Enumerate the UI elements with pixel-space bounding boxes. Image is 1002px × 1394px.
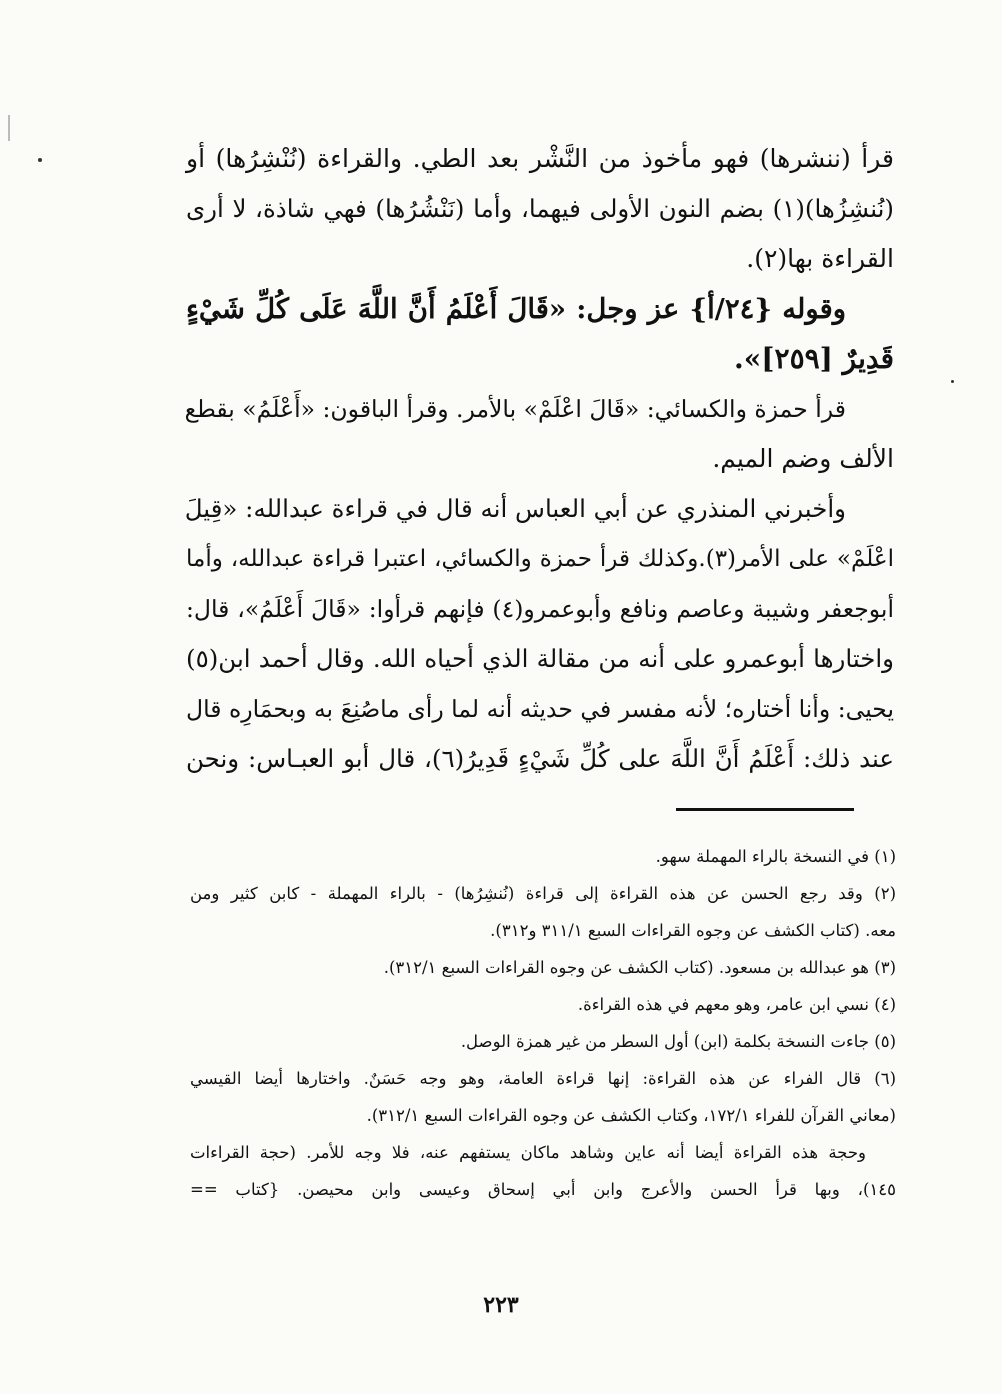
footnote-line: معه. (كتاب الكشف عن وجوه القراءات السبع ٣١١/١ و٣١٢). bbox=[490, 921, 896, 940]
page-number: ٢٢٣ bbox=[483, 1292, 519, 1318]
main-line: القراءة بها(٢). bbox=[746, 244, 894, 273]
footnote-line: (١) في النسخة بالراء المهملة سهو. bbox=[655, 847, 896, 866]
main-line: وقوله {٢٤/أ} عز وجل: «قَالَ أَعْلَمُ أَنَّ اللَّهَ عَلَى كُلِّ شَيْءٍ bbox=[186, 293, 846, 325]
scan-speck bbox=[951, 380, 954, 383]
main-line: أبوجعفر وشيبة وعاصم ونافع وأبوعمرو(٤) فإنهم قرأوا: «قَالَ أَعْلَمُ»، قال: bbox=[186, 595, 894, 623]
main-line: يحيى: وأنا أختاره؛ لأنه مفسر في حديثه أنه لما رأى ماصُنِعَ به وبحمَارِه قال bbox=[186, 695, 894, 723]
footnote-line: وحجة هذه القراءة أيضا أنه عاين وشاهد ماكان يستفهم عنه، فلا وجه للأمر. (حجة القراءات bbox=[190, 1143, 866, 1162]
footnote-line: ١٤٥)، وبها قرأ الحسن والأعرج وابن أبي إسحاق وعيسى وابن محيصن. {كتاب == bbox=[190, 1180, 896, 1199]
main-line: عند ذلك: أَعْلَمُ أَنَّ اللَّهَ على كُلِّ شَيْءٍ قَدِيرُ(٦)، قال أبو العبـاس: ونحن bbox=[186, 744, 895, 773]
footnote-line: (٢) وقد رجع الحسن عن هذه القراءة إلى قراءة (نُنشِرُها) - بالراء المهملة - كابن كثير ومن bbox=[190, 884, 896, 903]
footnotes bbox=[190, 838, 896, 1208]
main-line: قَدِيرٌ [٢٥٩]». bbox=[734, 342, 894, 375]
footnote-line: (٣) هو عبدالله بن مسعود. (كتاب الكشف عن وجوه القراءات السبع ٣١٢/١). bbox=[383, 958, 896, 977]
main-text bbox=[186, 134, 894, 784]
main-line: قرأ (ننشرها) فهو مأخوذ من النَّشْر بعد الطي. والقراءة (نُنْشِرُها) أو bbox=[186, 144, 894, 173]
scan-speck bbox=[38, 158, 42, 162]
footnote-line: (٥) جاءت النسخة بكلمة (ابن) أول السطر من غير همزة الوصل. bbox=[460, 1032, 896, 1051]
footnote-line: (٤) نسي ابن عامر، وهو معهم في هذه القراءة. bbox=[577, 995, 896, 1014]
main-line: واختارها أبوعمرو على أنه من مقالة الذي أحياه الله. وقال أحمد ابن(٥) bbox=[186, 644, 894, 673]
main-line: اعْلَمْ» على الأمر(٣).وكذلك قرأ حمزة والكسائي، اعتبرا قراءة عبدالله، وأما bbox=[186, 546, 895, 572]
main-line: وأخبرني المنذري عن أبي العباس أنه قال في قراءة عبدالله: «قِيلَ bbox=[184, 494, 846, 523]
main-line: (نُنشِزُها)(١) بضم النون الأولى فيهما، وأما (نَنْشُرُها) فهي شاذة، لا أرى bbox=[186, 194, 894, 223]
footnote-line: (٦) قال الفراء عن هذه القراءة: إنها قراءة العامة، وهو وجه حَسَنٌ. واختارها أيضا القيسي bbox=[190, 1069, 896, 1088]
scan-edge-mark bbox=[8, 115, 10, 141]
main-line: قرأ حمزة والكسائي: «قَالَ اعْلَمْ» بالأمر. وقرأ الباقون: «أَعْلَمُ» بقطع bbox=[184, 395, 846, 423]
footnote-separator bbox=[676, 808, 854, 811]
footnote-line: (معاني القرآن للفراء ١٧٢/١، وكتاب الكشف عن وجوه القراءات السبع ٣١٢/١). bbox=[366, 1106, 896, 1125]
main-line: الألف وضم الميم. bbox=[712, 444, 894, 473]
